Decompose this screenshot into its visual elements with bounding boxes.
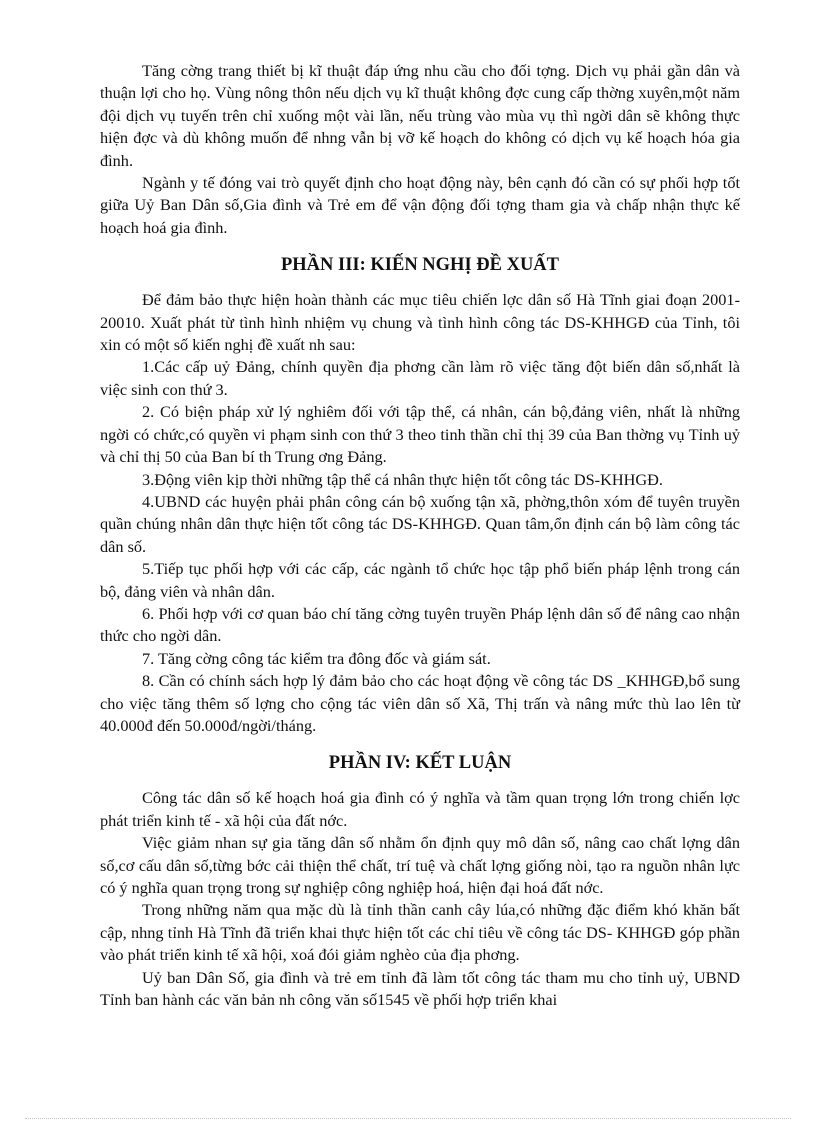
body-paragraph: Tăng cờng trang thiết bị kĩ thuật đáp ứng nhu cầu cho đối tợng. Dịch vụ phải gần dân và thuận lợi cho họ. Vùng nông thôn nếu dịch vụ kĩ thuật không đợc cung cấp thờng xuyên,một năm đội dịch vụ tuyến trên chỉ xuống một vài lần, nếu trùng vào mùa vụ thì ngời dân sẽ không thực hiện đợc và dù không muốn để nhng vẫn bị vỡ kế hoạch do không có dịch vụ kế hoạch hóa gia đình. — [100, 61, 740, 170]
document-page — [100, 60, 740, 1011]
section-heading-4: PHẦN IV: KẾT LUẬN — [328, 753, 512, 774]
list-item: 5.Tiếp tục phối hợp với các cấp, các ngành tổ chức học tập phổ biến pháp lệnh trong cán bộ, đảng viên và nhân dân. — [100, 559, 740, 601]
body-paragraph: Để đảm bảo thực hiện hoàn thành các mục tiêu chiến lợc dân số Hà Tĩnh giai đoạn 2001-20010. Xuất phát từ tình hình nhiệm vụ chung và tình hình công tác DS-KHHGĐ của Tỉnh, tôi xin có một số kiến nghị đề xuất nh sau: — [100, 290, 740, 355]
body-paragraph: Ngành y tế đóng vai trò quyết định cho hoạt động này, bên cạnh đó cần có sự phối hợp tốt giữa Uỷ Ban Dân số,Gia đình và Trẻ em để vận động đối tợng tham gia và chấp nhận thực kế hoạch hoá gia đình. — [100, 173, 740, 237]
list-item: 8. Cần có chính sách hợp lý đảm bảo cho các hoạt động về công tác DS _KHHGĐ,bổ sung cho việc tăng thêm số lợng cho cộng tác viên dân số Xã, Thị trấn và nâng mức thù lao lên từ 40.000đ đến 50.000đ/ngời/tháng. — [100, 671, 740, 735]
list-item: 7. Tăng cờng công tác kiểm tra đông đốc và giám sát. — [142, 648, 491, 668]
body-paragraph: Công tác dân số kế hoạch hoá gia đình có ý nghĩa và tầm quan trọng lớn trong chiến lợc phát triển kinh tế - xã hội của đất nớc. — [100, 788, 740, 830]
body-paragraph: Trong những năm qua mặc dù là tỉnh thần canh cây lúa,có những đặc điểm khó khăn bất cập, nhng tỉnh Hà Tĩnh đã triển khai thực hiện tốt các chỉ tiêu về công tác DS- KHHGĐ góp phần vào phát triển kinh tế xã hội, xoá đói giảm nghèo của địa phơng. — [100, 900, 740, 965]
list-item: 6. Phối hợp với cơ quan báo chí tăng cờng tuyên truyền Pháp lệnh dân số để nâng cao nhận thức cho ngời dân. — [100, 603, 740, 646]
list-item: 2. Có biện pháp xử lý nghiêm đối với tập thể, cá nhân, cán bộ,đảng viên, nhất là những ngời có chức,có quyền vi phạm sinh con thứ 3 theo tinh thần chỉ thị 39 của Ban thờng vụ Tỉnh uỷ và chỉ thị 50 của Ban bí th Trung ơng Đảng. — [100, 402, 740, 467]
body-paragraph: Việc giảm nhan sự gia tăng dân số nhằm ổn định quy mô dân số, nâng cao chất lợng dân số,cơ cấu dân số,từng bớc cải thiện thể chất, trí tuệ và chất lợng giống nòi, tạo ra nguồn nhân lực có ý nghĩa quan trọng trong sự nghiệp công nghiệp hoá, hiện đại hoá đất nớc. — [100, 833, 740, 897]
body-paragraph: Uỷ ban Dân Số, gia đình và trẻ em tỉnh đã làm tốt công tác tham mu cho tỉnh uỷ, UBND Tỉnh ban hành các văn bản nh công văn số1545 về phối hợp triển khai — [100, 967, 740, 1010]
page-bottom-divider — [25, 1118, 791, 1119]
list-item: 4.UBND các huyện phải phân công cán bộ xuống tận xã, phờng,thôn xóm để tuyên truyền quần chúng nhân dân thực hiện tốt công tác DS-KHHGĐ. Quan tâm,ổn định cán bộ làm công tác dân số. — [100, 491, 740, 556]
list-item: 3.Động viên kịp thời những tập thể cá nhân thực hiện tốt công tác DS-KHHGĐ. — [142, 469, 663, 489]
list-item: 1.Các cấp uỷ Đảng, chính quyền địa phơng cần làm rõ việc tăng đột biến dân số,nhất là việc sinh con thứ 3. — [100, 357, 740, 399]
section-heading-3: PHẦN III: KIẾN NGHỊ ĐỀ XUẤT — [280, 255, 560, 276]
